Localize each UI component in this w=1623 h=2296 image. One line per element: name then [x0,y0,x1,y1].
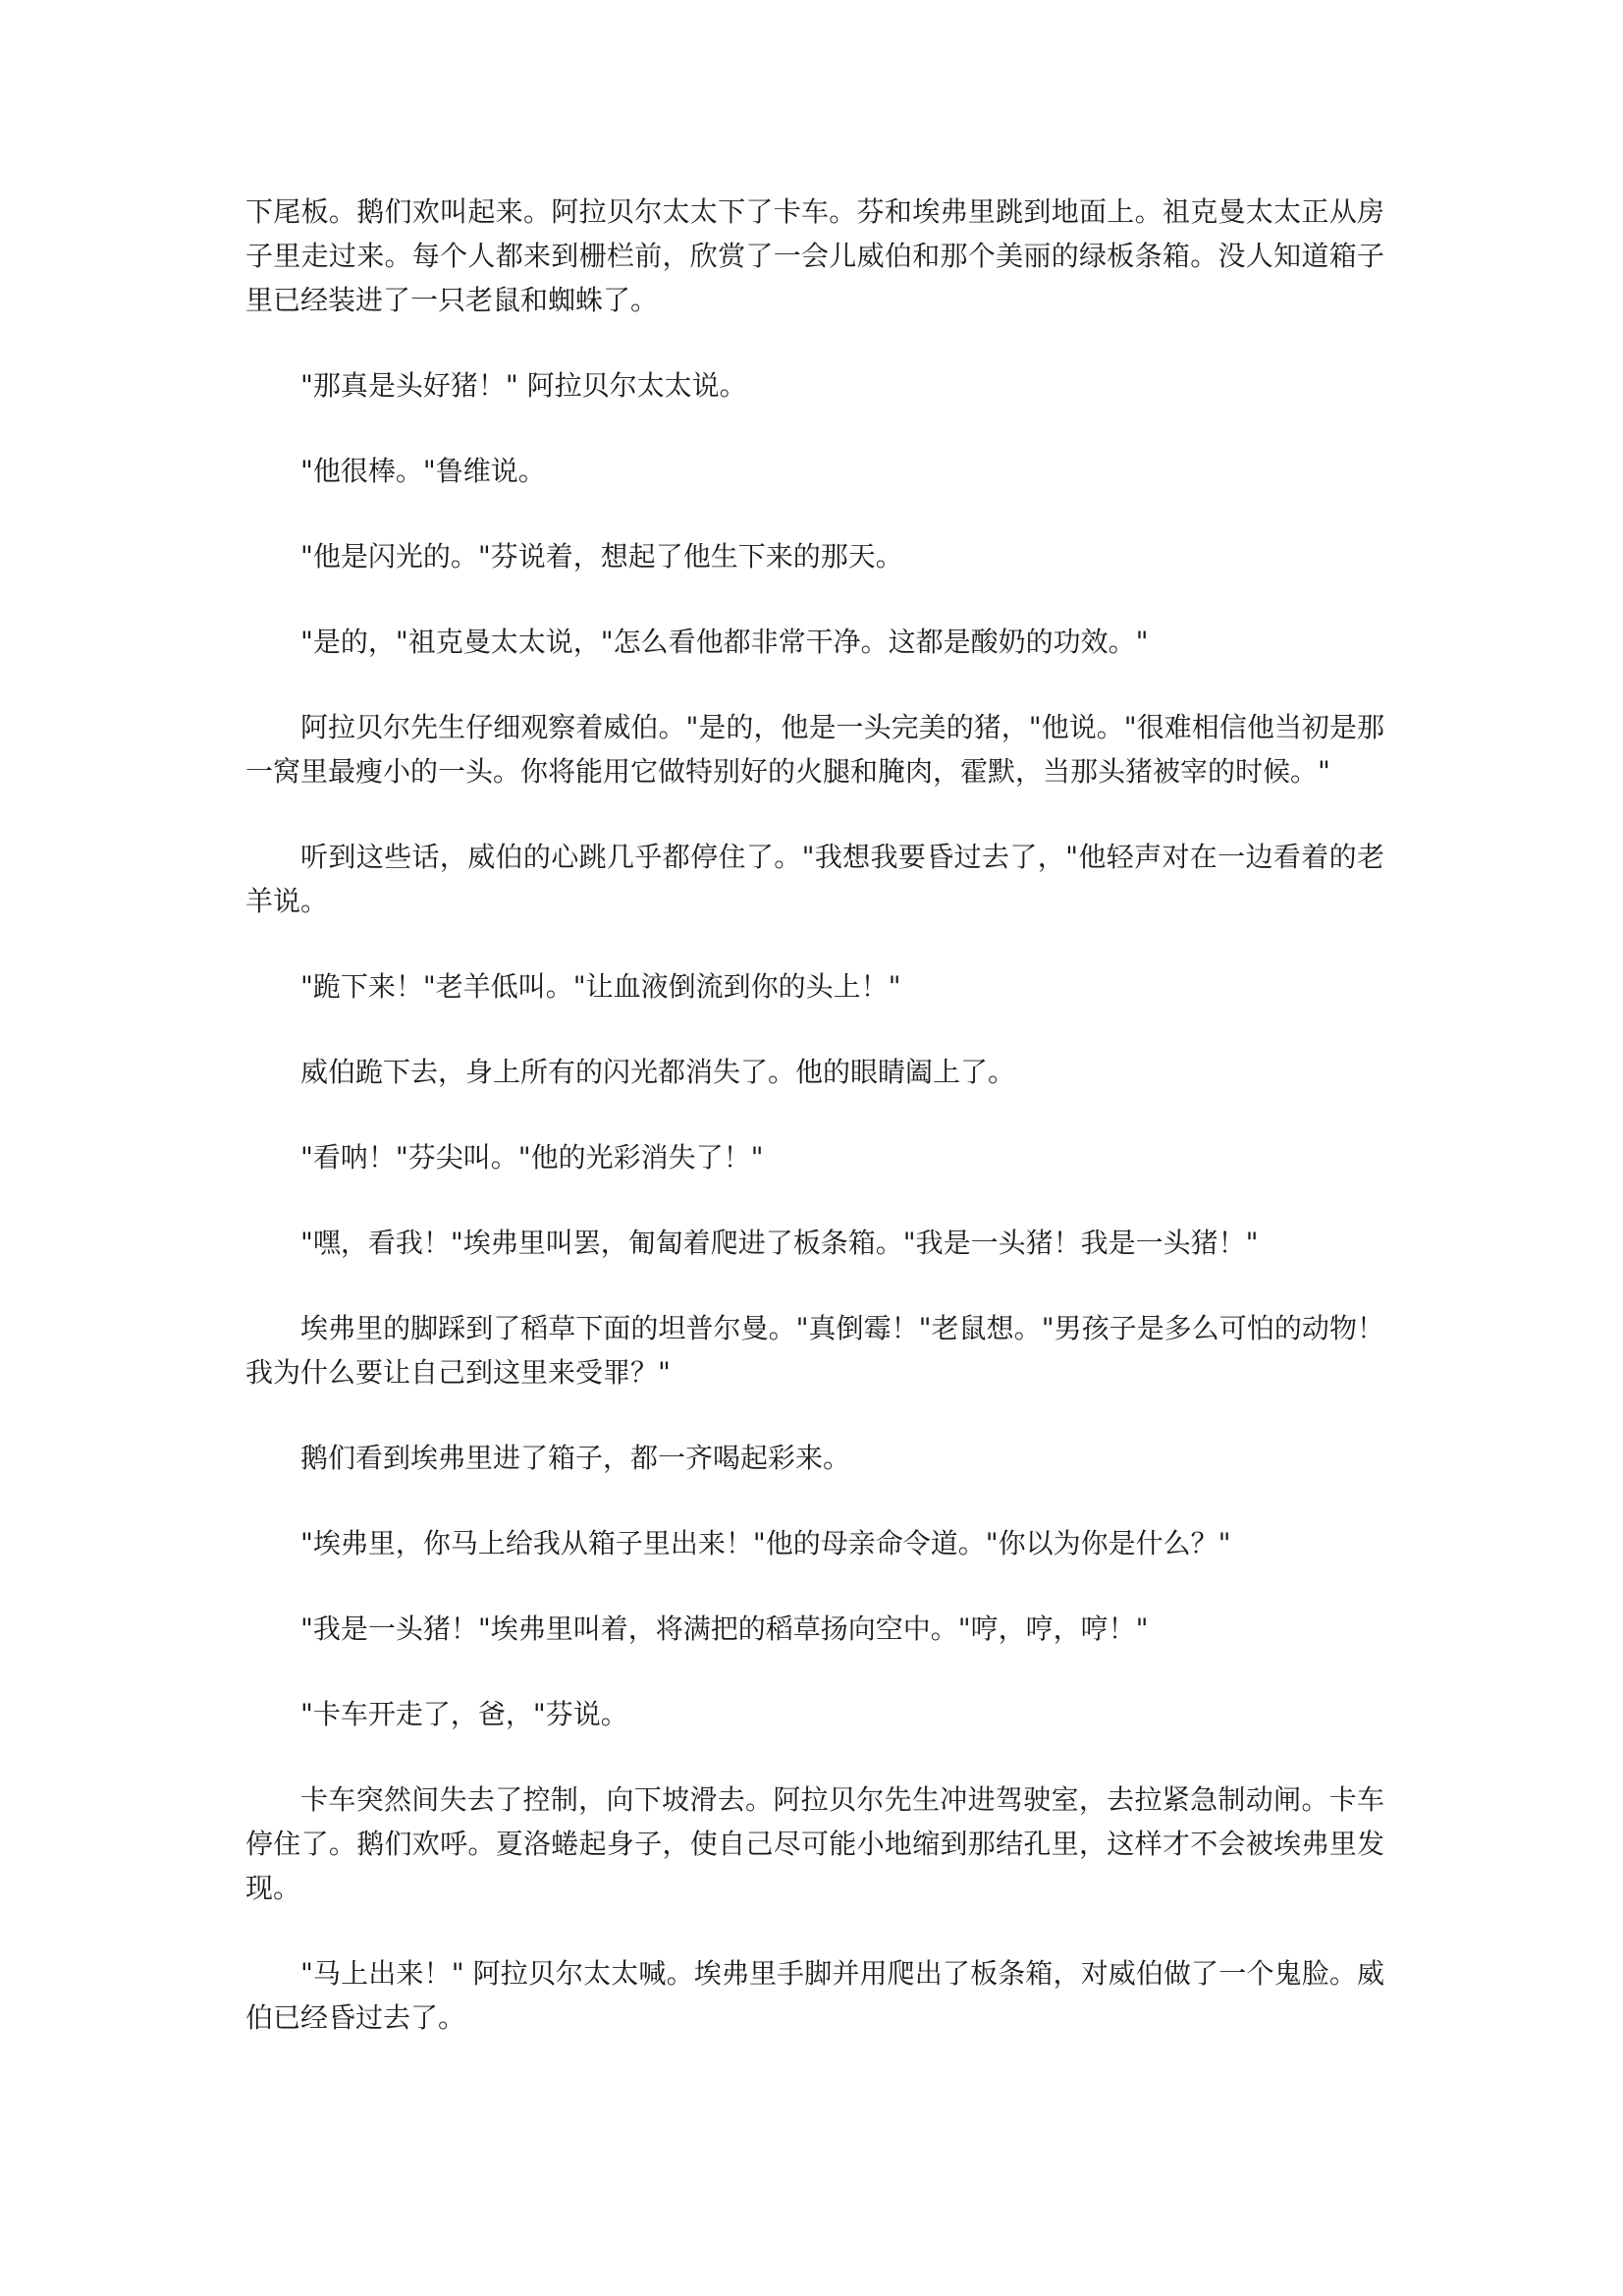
paragraph: 威伯跪下去，身上所有的闪光都消失了。他的眼睛阖上了。 [300,1056,1016,1088]
paragraph: 听到这些话，威伯的心跳几乎都停住了。"我想我要昏过去了，"他轻声对在一边看着的老羊说。 [245,841,1384,917]
paragraph: "那真是头好猪！" 阿拉贝尔太太说。 [300,369,747,402]
paragraph: "埃弗里，你马上给我从箱子里出来！"他的母亲命令道。"你以为你是什么？" [300,1527,1231,1559]
paragraph: "跪下来！"老羊低叫。"让血液倒流到你的头上！" [300,970,901,1003]
document-body [245,190,1384,2081]
paragraph: "他很棒。"鲁维说。 [300,455,546,487]
paragraph: "看呐！"芬尖叫。"他的光彩消失了！" [300,1141,764,1174]
paragraph: 埃弗里的脚踩到了稻草下面的坦普尔曼。"真倒霉！"老鼠想。"男孩子是多么可怕的动物！我为什么要让自己到这里来受罪？" [245,1312,1384,1389]
paragraph: 下尾板。鹅们欢叫起来。阿拉贝尔太太下了卡车。芬和埃弗里跳到地面上。祖克曼太太正从房子里走过来。每个人都来到栅栏前，欣赏了一会儿威伯和那个美丽的绿板条箱。没人知道箱子里已经装进了一只老鼠和蜘蛛了。 [245,195,1384,316]
paragraph: "是的，"祖克曼太太说，"怎么看他都非常干净。这都是酸奶的功效。" [300,626,1149,658]
paragraph: 鹅们看到埃弗里进了箱子，都一齐喝起彩来。 [300,1442,851,1474]
paragraph: 阿拉贝尔先生仔细观察着威伯。"是的，他是一头完美的猪，"他说。"很难相信他当初是那一窝里最瘦小的一头。你将能用它做特别好的火腿和腌肉，霍默，当那头猪被宰的时候。" [245,711,1384,788]
paragraph: 卡车突然间失去了控制，向下坡滑去。阿拉贝尔先生冲进驾驶室，去拉紧急制动闸。卡车停住了。鹅们欢呼。夏洛蜷起身子，使自己尽可能小地缩到那结孔里，这样才不会被埃弗里发现。 [245,1783,1384,1904]
paragraph: "我是一头猪！"埃弗里叫着，将满把的稻草扬向空中。"哼，哼，哼！" [300,1613,1149,1645]
paragraph: "卡车开走了，爸，"芬说。 [300,1698,628,1730]
paragraph: "嘿，看我！"埃弗里叫罢，匍匐着爬进了板条箱。"我是一头猪！我是一头猪！" [300,1227,1259,1259]
paragraph: "马上出来！" 阿拉贝尔太太喊。埃弗里手脚并用爬出了板条箱，对威伯做了一个鬼脸。威伯已经昏过去了。 [245,1957,1384,2034]
paragraph: "他是闪光的。"芬说着，想起了他生下来的那天。 [300,540,903,573]
